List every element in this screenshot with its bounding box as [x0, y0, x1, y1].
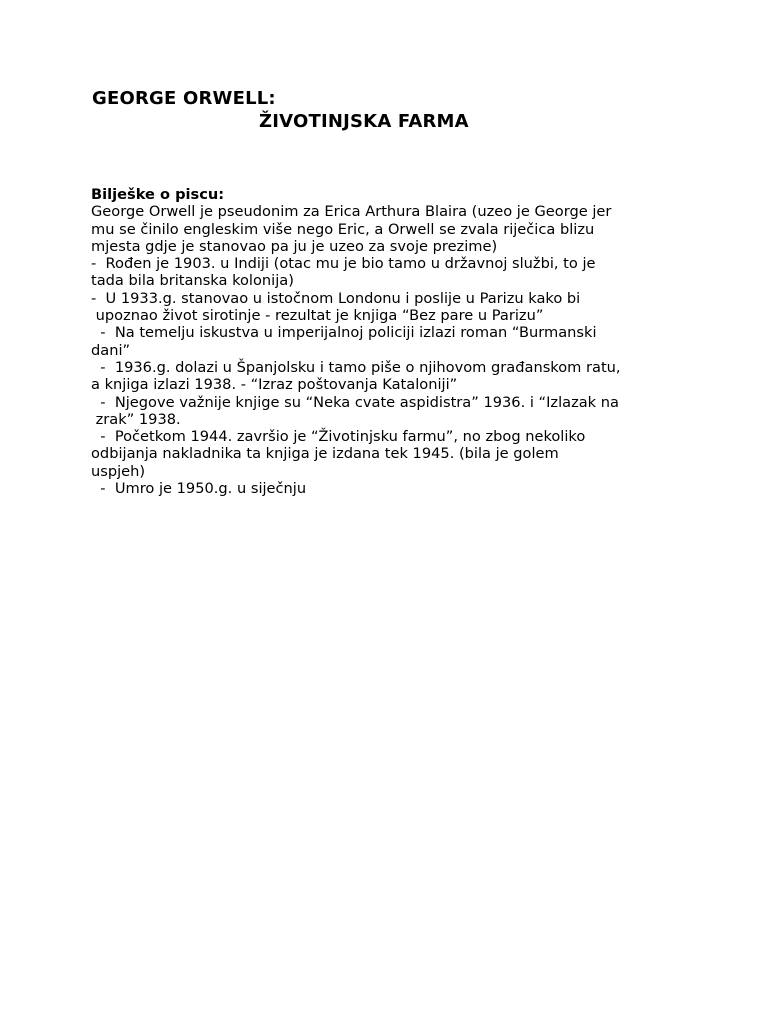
text-line: - Rođen je 1903. u Indiji (otac mu je bio tamo u državnoj službi, to je — [91, 255, 596, 273]
text-line: tada bila britanska kolonija) — [91, 272, 294, 290]
text-line: - Na temelju iskustva u imperijalnoj policiji izlazi roman “Burmanski — [91, 324, 597, 342]
text-line: - Početkom 1944. završio je “Životinjsku farmu”, no zbog nekoliko — [91, 428, 586, 446]
text-line: - U 1933.g. stanovao u istočnom Londonu i poslije u Parizu kako bi — [91, 289, 581, 307]
title-author: GEORGE ORWELL: — [92, 88, 276, 109]
text-line: upoznao život sirotinje - rezultat je knjiga “Bez pare u Parizu” — [91, 307, 544, 325]
title-book: ŽIVOTINJSKA FARMA — [259, 111, 469, 132]
text-line: - Umro je 1950.g. u siječnju — [91, 480, 307, 498]
text-line: mjesta gdje je stanovao pa ju je uzeo za svoje prezime) — [91, 237, 498, 255]
text-line: dani” — [91, 341, 131, 359]
text-line: odbijanja nakladnika ta knjiga je izdana tek 1945. (bila je golem — [91, 445, 559, 463]
text-line: George Orwell je pseudonim za Erica Arthura Blaira (uzeo je George jer — [91, 203, 612, 221]
text-line: mu se činilo engleskim više nego Eric, a Orwell se zvala riječica blizu — [91, 220, 595, 238]
text-line: uspjeh) — [91, 462, 146, 480]
text-line: - 1936.g. dolazi u Španjolsku i tamo piše o njihovom građanskom ratu, — [91, 358, 621, 376]
notes-section — [91, 186, 731, 497]
text-line: - Njegove važnije knjige su “Neka cvate aspidistra” 1936. i “Izlazak na — [91, 393, 619, 411]
section-heading: Bilješke o piscu: — [91, 186, 225, 203]
text-line: a knjiga izlazi 1938. - “Izraz poštovanja Kataloniji” — [91, 376, 458, 394]
text-line: zrak” 1938. — [91, 410, 181, 428]
